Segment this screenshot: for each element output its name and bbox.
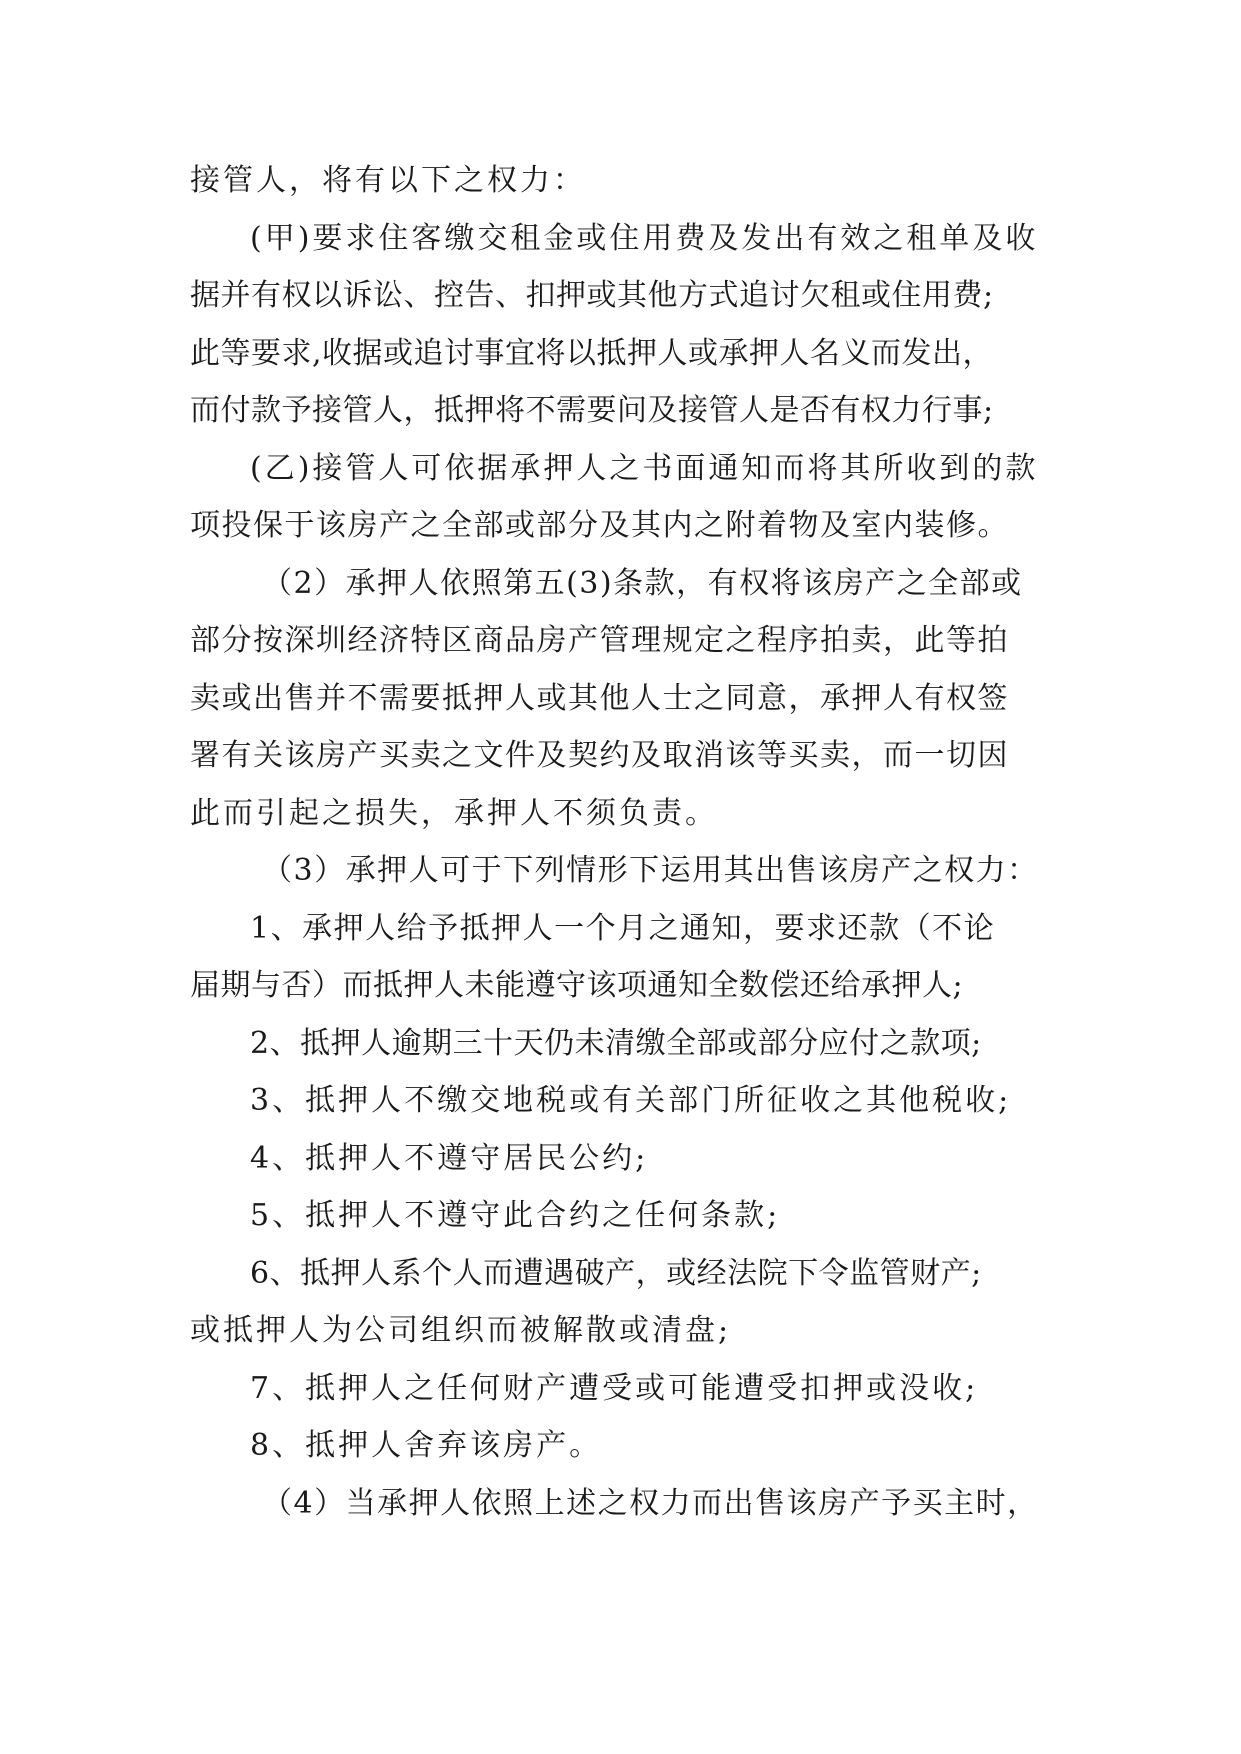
text-line: (甲)要求住客缴交租金或住用费及发出有效之租单及收 <box>250 220 1039 256</box>
text-line: 1、承押人给予抵押人一个月之通知，要求还款（不论 <box>250 910 996 946</box>
body-text <box>190 152 1060 1532</box>
text-line: 7、抵押人之任何财产遭受或可能遭受扣押或没收; <box>250 1370 979 1406</box>
text-line: （4）当承押人依照上述之权力而出售该房产予买主时， <box>262 1485 1039 1521</box>
text-line: 据并有权以诉讼、控告、扣押或其他方式追讨欠租或住用费; <box>190 278 994 313</box>
text-line: 卖或出售并不需要抵押人或其他人士之同意，承押人有权签 <box>190 680 1009 716</box>
text-line: 接管人，将有以下之权力： <box>190 163 586 198</box>
text-line: 或抵押人为公司组织而被解散或清盘; <box>190 1313 732 1348</box>
text-line: 此等要求,收据或追讨事宜将以抵押人或承押人名义而发出， <box>190 335 994 371</box>
text-line: 2、抵押人逾期三十天仍未清缴全部或部分应付之款项; <box>250 1025 982 1061</box>
text-line: 部分按深圳经济特区商品房产管理规定之程序拍卖，此等拍 <box>190 623 1009 658</box>
text-line: 4、抵押人不遵守居民公约; <box>250 1140 649 1176</box>
text-line: 届期与否）而抵押人未能遵守该项通知全数偿还给承押人; <box>190 968 964 1003</box>
text-line: 此而引起之损失，承押人不须负责。 <box>190 795 718 831</box>
text-line: 5、抵押人不遵守此合约之任何条款; <box>250 1198 781 1233</box>
text-line: 项投保于该房产之全部或部分及其内之附着物及室内装修。 <box>190 508 1009 543</box>
text-line: （2）承押人依照第五(3)条款，有权将该房产之全部或 <box>262 565 1023 601</box>
text-line: 8、抵押人舍弃该房产。 <box>250 1428 603 1463</box>
text-line: （3）承押人可于下列情形下运用其出售该房产之权力： <box>262 853 1039 888</box>
text-line: 而付款予接管人，抵押将不需要问及接管人是否有权力行事; <box>190 393 994 428</box>
text-line: 6、抵押人系个人而遭遇破产，或经法院下令监管财产; <box>250 1255 982 1291</box>
text-line: 3、抵押人不缴交地税或有关部门所征收之其他税收; <box>250 1083 1012 1118</box>
text-line: 署有关该房产买卖之文件及契约及取消该等买卖，而一切因 <box>190 738 1009 773</box>
text-line: (乙)接管人可依据承押人之书面通知而将其所收到的款 <box>250 450 1039 486</box>
